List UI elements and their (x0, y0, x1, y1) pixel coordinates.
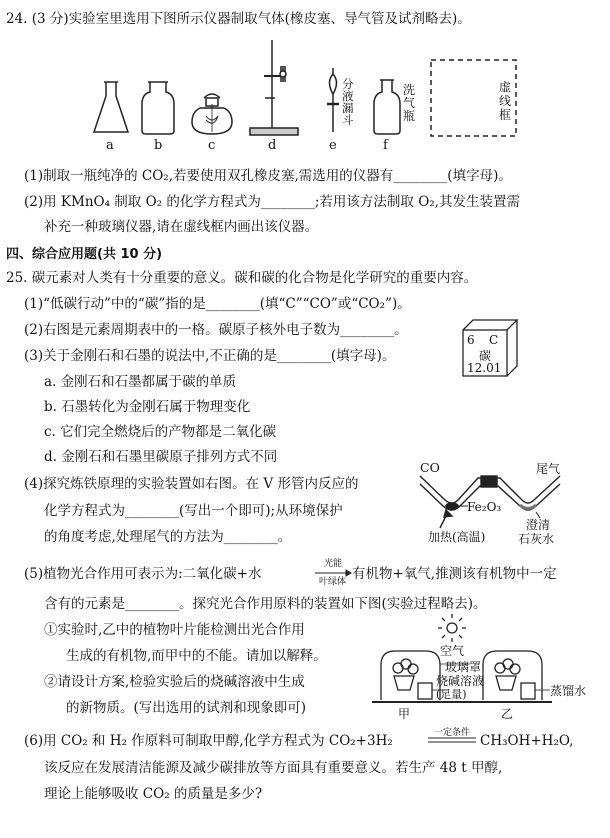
q25-part4b: 化学方程式为________(写出一个即可);从环境保护 (44, 503, 343, 519)
limewater-label-1: 澄清 (526, 518, 551, 532)
frame-note: 虚线框 (499, 80, 512, 122)
enough-label: (足量) (436, 688, 467, 701)
arrow-bottom-chlorophyll: 叶绿体 (319, 577, 347, 587)
q25-part6a-pre: (6)用 CO₂ 和 H₂ 作原料可制取甲醇,化学方程式为 CO₂+3H₂ (24, 733, 393, 749)
option-c: c. 它们完全燃烧后的产物都是二氧化碳 (44, 424, 277, 440)
funnel-note: 分液漏斗 (342, 77, 354, 127)
arrow-top-condition: 一定条件 (434, 728, 471, 738)
element-mass: 12.01 (467, 361, 502, 375)
q25-part3: (3)关于金刚石和石墨的说法中,不正确的是________(填字母)。 (24, 348, 396, 364)
limewater-label-2: 石灰水 (518, 532, 555, 546)
naoh-label: 烧碱溶液 (436, 674, 485, 688)
q25-part5c1: ①实验时,乙中的植物叶片能检测出光合作用 (44, 622, 305, 638)
glass-cover-label: 玻璃罩 (445, 660, 482, 674)
q25-part4c: 的角度考虑,处理尾气的方法为________。 (44, 529, 292, 545)
q25-intro: 25. 碳元素对人类有十分重要的意义。碳和碳的化合物是化学研究的重要内容。 (6, 270, 478, 286)
q25-part5c2: 生成的有机物,而甲中的不能。请加以解释。 (66, 648, 327, 664)
q25-part5a-pre: (5)植物光合作用可表示为:二氧化碳+水 (24, 566, 262, 582)
q24-part2b: 补充一种玻璃仪器,请在虚线框内画出该仪器。 (44, 219, 319, 235)
q24-part1: (1)制取一瓶纯净的 CO₂,若要使用双孔橡皮塞,需选用的仪器有________(填字母)。 (24, 168, 512, 184)
option-b: b. 石墨转化为金刚石属于物理变化 (44, 399, 251, 415)
heat-label: 加热(高温) (428, 530, 486, 544)
q24-part2a: (2)用 KMnO₄ 制取 O₂ 的化学方程式为________;若用该方法制取 O₂,其发生装置需 (24, 194, 520, 210)
label-b: b (154, 138, 163, 153)
label-d: d (268, 138, 277, 153)
label-c: c (208, 138, 216, 153)
fe2o3-label: Fe₂O₃ (467, 500, 502, 514)
q25-part5b: 含有的元素是________。探究光合作用原料的装置如下图(实验过程略去)。 (44, 596, 487, 612)
label-a: a (106, 138, 114, 153)
element-name: 碳 (479, 349, 492, 363)
section-heading: 四、综合应用题(共 10 分) (6, 247, 163, 262)
q25-part6b: 该反应在发展清洁能源及减少碳排放等方面具有重要意义。若生产 48 t 甲醇, (44, 760, 503, 776)
q25-part5d2: 的新物质。(写出选用的试剂和现象即可) (66, 700, 307, 716)
yi-label: 乙 (501, 707, 514, 721)
option-a: a. 金刚石和石墨都属于碳的单质 (44, 374, 237, 390)
q25-part1: (1)“低碳行动”中的“碳”指的是________(填“C”“CO”或“CO₂”)。 (24, 296, 411, 312)
q25-part5a-post: 有机物+氧气,推测该有机物中一定 (352, 566, 557, 582)
q25-part5d1: ②请设计方案,检验实验后的烧碱溶液中生成 (44, 674, 305, 690)
q24-title: 24. (3 分)实验室里选用下图所示仪器制取气体(橡皮塞、导气管及试剂略去)。 (6, 11, 471, 27)
jia-label: 甲 (398, 707, 411, 721)
distilled-water-label: 蒸馏水 (550, 684, 587, 698)
q25-part6c: 理论上能够吸收 CO₂ 的质量是多少? (44, 786, 263, 802)
option-d: d. 金刚石和石墨里碳原子排列方式不同 (44, 449, 278, 465)
element-number: 6 (467, 333, 475, 347)
co-label: CO (420, 460, 440, 475)
label-f: f (383, 138, 388, 153)
tail-gas-label: 尾气 (536, 462, 561, 476)
label-e: e (329, 138, 337, 153)
q25-part4a: (4)探究炼铁原理的实验装置如右图。在 V 形管内反应的 (24, 476, 359, 492)
q25-part2: (2)右图是元素周期表中的一格。碳原子核外电子数为________。 (24, 322, 408, 338)
air-label: 空气 (440, 644, 465, 658)
arrow-top-light: 光能 (324, 559, 343, 569)
element-symbol: C (489, 333, 499, 347)
bottle-note: 洗气瓶 (403, 83, 416, 123)
q25-part6a-post: CH₃OH+H₂O, (480, 733, 574, 749)
